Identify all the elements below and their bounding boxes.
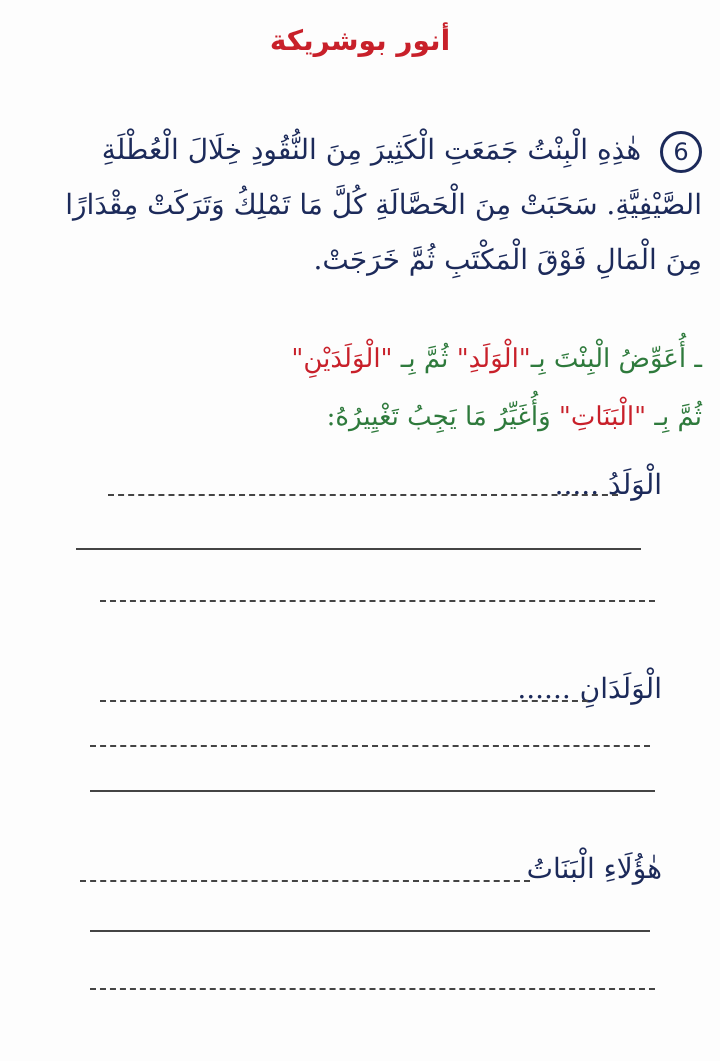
word-banat: "الْبَنَاتِ" (558, 402, 647, 432)
instruction-then-1: ثُمَّ بِـ (392, 344, 457, 374)
answer-line[interactable] (100, 600, 655, 602)
exercise-instruction (22, 330, 702, 446)
exercise-number: 6 (660, 131, 702, 173)
author-name: أنور بوشريكة (269, 24, 451, 57)
answer-line[interactable] (108, 494, 618, 496)
answer-label-waladan: الْوَلَدَانِ ...... (517, 672, 662, 705)
answer-line[interactable] (90, 790, 655, 792)
word-walad: "الْوَلَدِ" (456, 344, 531, 374)
instruction-end: وَأُغَيِّرُ مَا يَجِبُ تَغْيِيرُهُ: (326, 402, 559, 432)
answer-label-banat: هٰؤُلَاءِ الْبَنَاتُ (526, 852, 662, 885)
answer-line[interactable] (90, 745, 650, 747)
answer-line[interactable] (90, 930, 650, 932)
instruction-then-2: ثُمَّ بِـ (646, 402, 702, 432)
exercise-text: هٰذِهِ الْبِنْتُ جَمَعَتِ الْكَثِيرَ مِنَ النُّقُودِ خِلَالَ الْعُطْلَةِ الصَّيْفِيَّةِ. سَحَبَتْ مِنَ الْحَصَّالَةِ كُلَّ مَا تَمْلِكُ وَتَرَكَتْ مِقْدَارًا مِنَ الْمَالِ فَوْقَ الْمَكْتَبِ ثُمَّ خَرَجَتْ. (65, 133, 702, 276)
exercise-paragraph (42, 122, 702, 287)
answer-line[interactable] (90, 988, 655, 990)
answer-line[interactable] (100, 700, 588, 702)
answer-line[interactable] (76, 548, 641, 550)
word-waladayn: "الْوَلَدَيْنِ" (291, 344, 393, 374)
answer-label-walad: الْوَلَدُ ..... (554, 468, 662, 501)
instruction-start: ـ أُعَوِّضُ الْبِنْتَ بِـ (530, 344, 702, 374)
answer-line[interactable] (80, 880, 530, 882)
